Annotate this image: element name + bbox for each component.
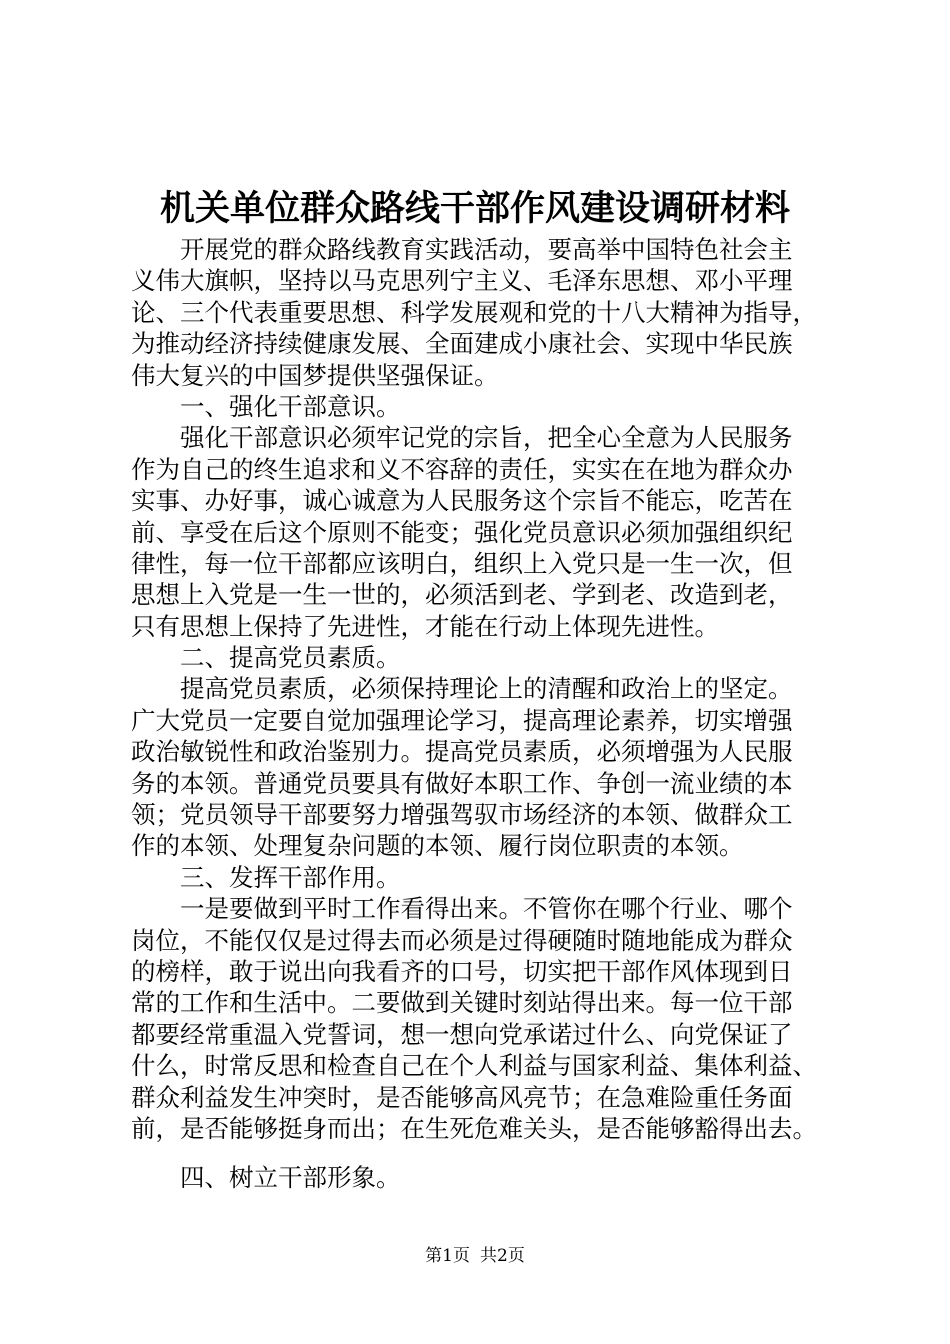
text-line: 群众利益发生冲突时，是否能够高风亮节；在急难险重任务面 bbox=[131, 1082, 793, 1112]
paragraph-gap bbox=[131, 1144, 859, 1162]
section-heading: 四、树立干部形象。 bbox=[131, 1163, 401, 1193]
text-line: 政治敏锐性和政治鉴别力。提高党员素质，必须增强为人民服 bbox=[131, 737, 793, 767]
text-line: 的榜样，敢于说出向我看齐的口号，切实把干部作风体现到日 bbox=[131, 956, 793, 986]
text-line: 为推动经济持续健康发展、全面建成小康社会、实现中华民族 bbox=[131, 329, 793, 359]
page-footer bbox=[0, 1244, 950, 1268]
text-line: 伟大复兴的中国梦提供坚强保证。 bbox=[131, 360, 499, 390]
text-line: 什么，时常反思和检查自己在个人利益与国家利益、集体利益、 bbox=[131, 1051, 817, 1081]
text-line: 开展党的群众路线教育实践活动，要高举中国特色社会主 bbox=[131, 235, 793, 264]
page-total: 共2页 bbox=[480, 1246, 525, 1266]
text-line: 前，是否能够挺身而出；在生死危难关头，是否能够豁得出去。 bbox=[131, 1113, 817, 1143]
text-line: 论、三个代表重要思想、科学发展观和党的十八大精神为指导， bbox=[131, 297, 817, 327]
text-line: 领；党员领导干部要努力增强驾驭市场经济的本领、做群众工 bbox=[131, 800, 793, 830]
section-heading: 三、发挥干部作用。 bbox=[131, 862, 401, 892]
text-line: 作为自己的终生追求和义不容辞的责任，实实在在地为群众办 bbox=[131, 454, 793, 484]
section-heading: 二、提高党员素质。 bbox=[131, 643, 401, 673]
text-line: 只有思想上保持了先进性，才能在行动上体现先进性。 bbox=[131, 611, 719, 641]
text-line: 都要经常重温入党誓词，想一想向党承诺过什么、向党保证了 bbox=[131, 1019, 793, 1049]
text-line: 广大党员一定要自觉加强理论学习，提高理论素养，切实增强 bbox=[131, 705, 793, 735]
document-title: 机关单位群众路线干部作风建设调研材料 bbox=[159, 188, 790, 229]
text-line: 义伟大旗帜，坚持以马克思列宁主义、毛泽东思想、邓小平理 bbox=[131, 266, 793, 296]
section-heading: 一、强化干部意识。 bbox=[131, 391, 401, 421]
text-line: 一是要做到平时工作看得出来。不管你在哪个行业、哪个 bbox=[131, 894, 793, 924]
text-line: 务的本领。普通党员要具有做好本职工作、争创一流业绩的本 bbox=[131, 768, 793, 798]
text-line: 常的工作和生活中。二要做到关键时刻站得出来。每一位干部 bbox=[131, 988, 793, 1018]
text-line: 作的本领、处理复杂问题的本领、履行岗位职责的本领。 bbox=[131, 831, 744, 861]
page-number: 第1页 bbox=[425, 1246, 470, 1266]
text-line: 岗位，不能仅仅是过得去而必须是过得硬随时随地能成为群众 bbox=[131, 925, 793, 955]
text-line: 实事、办好事，诚心诚意为人民服务这个宗旨不能忘，吃苦在 bbox=[131, 486, 793, 516]
text-line: 提高党员素质，必须保持理论上的清醒和政治上的坚定。 bbox=[131, 674, 793, 704]
document-body bbox=[131, 234, 859, 1194]
text-line: 律性，每一位干部都应该明白，组织上入党只是一生一次，但 bbox=[131, 548, 793, 578]
text-line: 思想上入党是一生一世的，必须活到老、学到老、改造到老， bbox=[131, 580, 793, 610]
text-line: 前、享受在后这个原则不能变；强化党员意识必须加强组织纪 bbox=[131, 517, 793, 547]
text-line: 强化干部意识必须牢记党的宗旨，把全心全意为人民服务 bbox=[131, 423, 793, 453]
